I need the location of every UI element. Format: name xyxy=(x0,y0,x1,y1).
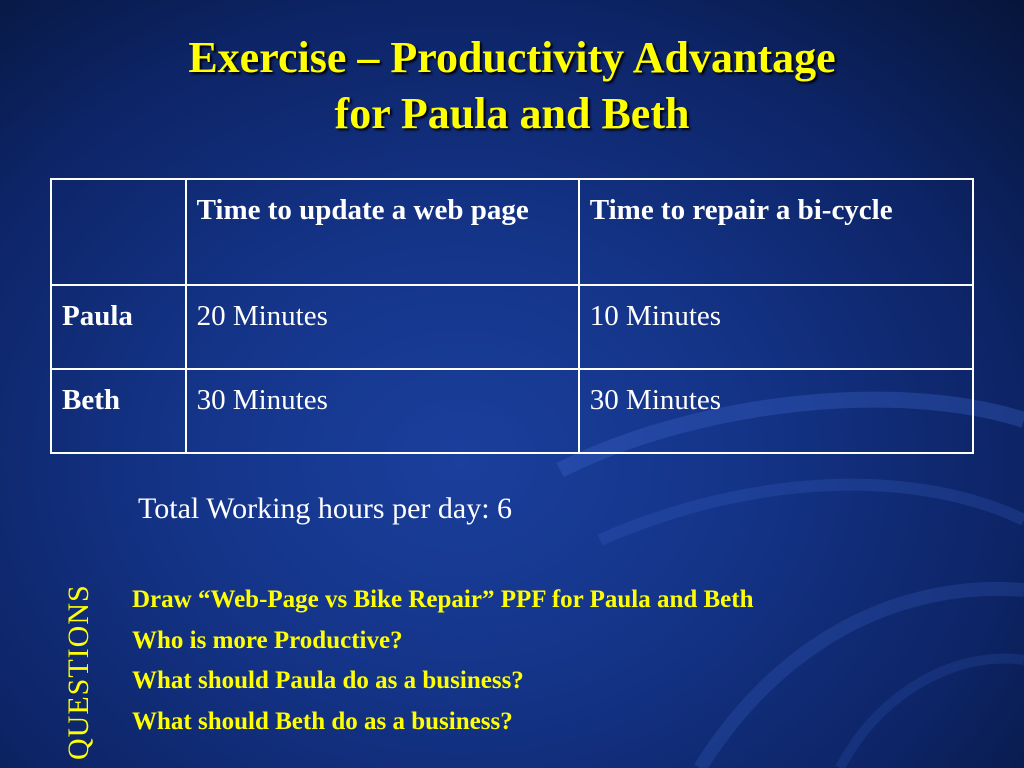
productivity-table xyxy=(50,178,974,454)
table-cell: 20 Minutes xyxy=(186,285,579,369)
table-cell: 30 Minutes xyxy=(186,369,579,453)
question-item: What should Paula do as a business? xyxy=(132,667,524,694)
title-line-1: Exercise – Productivity Advantage xyxy=(188,33,836,82)
table-header-row xyxy=(51,179,973,285)
table-cell: 30 Minutes xyxy=(579,369,973,453)
questions-label: QUESTIONS xyxy=(62,584,95,760)
table-header-cell: Time to update a web page xyxy=(186,179,579,285)
table-row xyxy=(51,285,973,369)
question-item: What should Beth do as a business? xyxy=(132,707,513,735)
question-item: Draw “Web-Page vs Bike Repair” PPF for Paula and Beth xyxy=(132,586,754,613)
title-line-2: for Paula and Beth xyxy=(334,89,690,138)
table-header-cell: Time to repair a bi-cycle xyxy=(579,179,973,285)
slide-title xyxy=(0,30,1024,142)
question-list xyxy=(132,580,754,742)
table-header-cell xyxy=(51,179,186,285)
table-row-label: Beth xyxy=(51,369,186,453)
table-row xyxy=(51,369,973,453)
total-hours-text: Total Working hours per day: 6 xyxy=(138,492,513,525)
table-row-label: Paula xyxy=(51,285,186,369)
table-cell: 10 Minutes xyxy=(579,285,973,369)
question-item: Who is more Productive? xyxy=(132,626,403,654)
